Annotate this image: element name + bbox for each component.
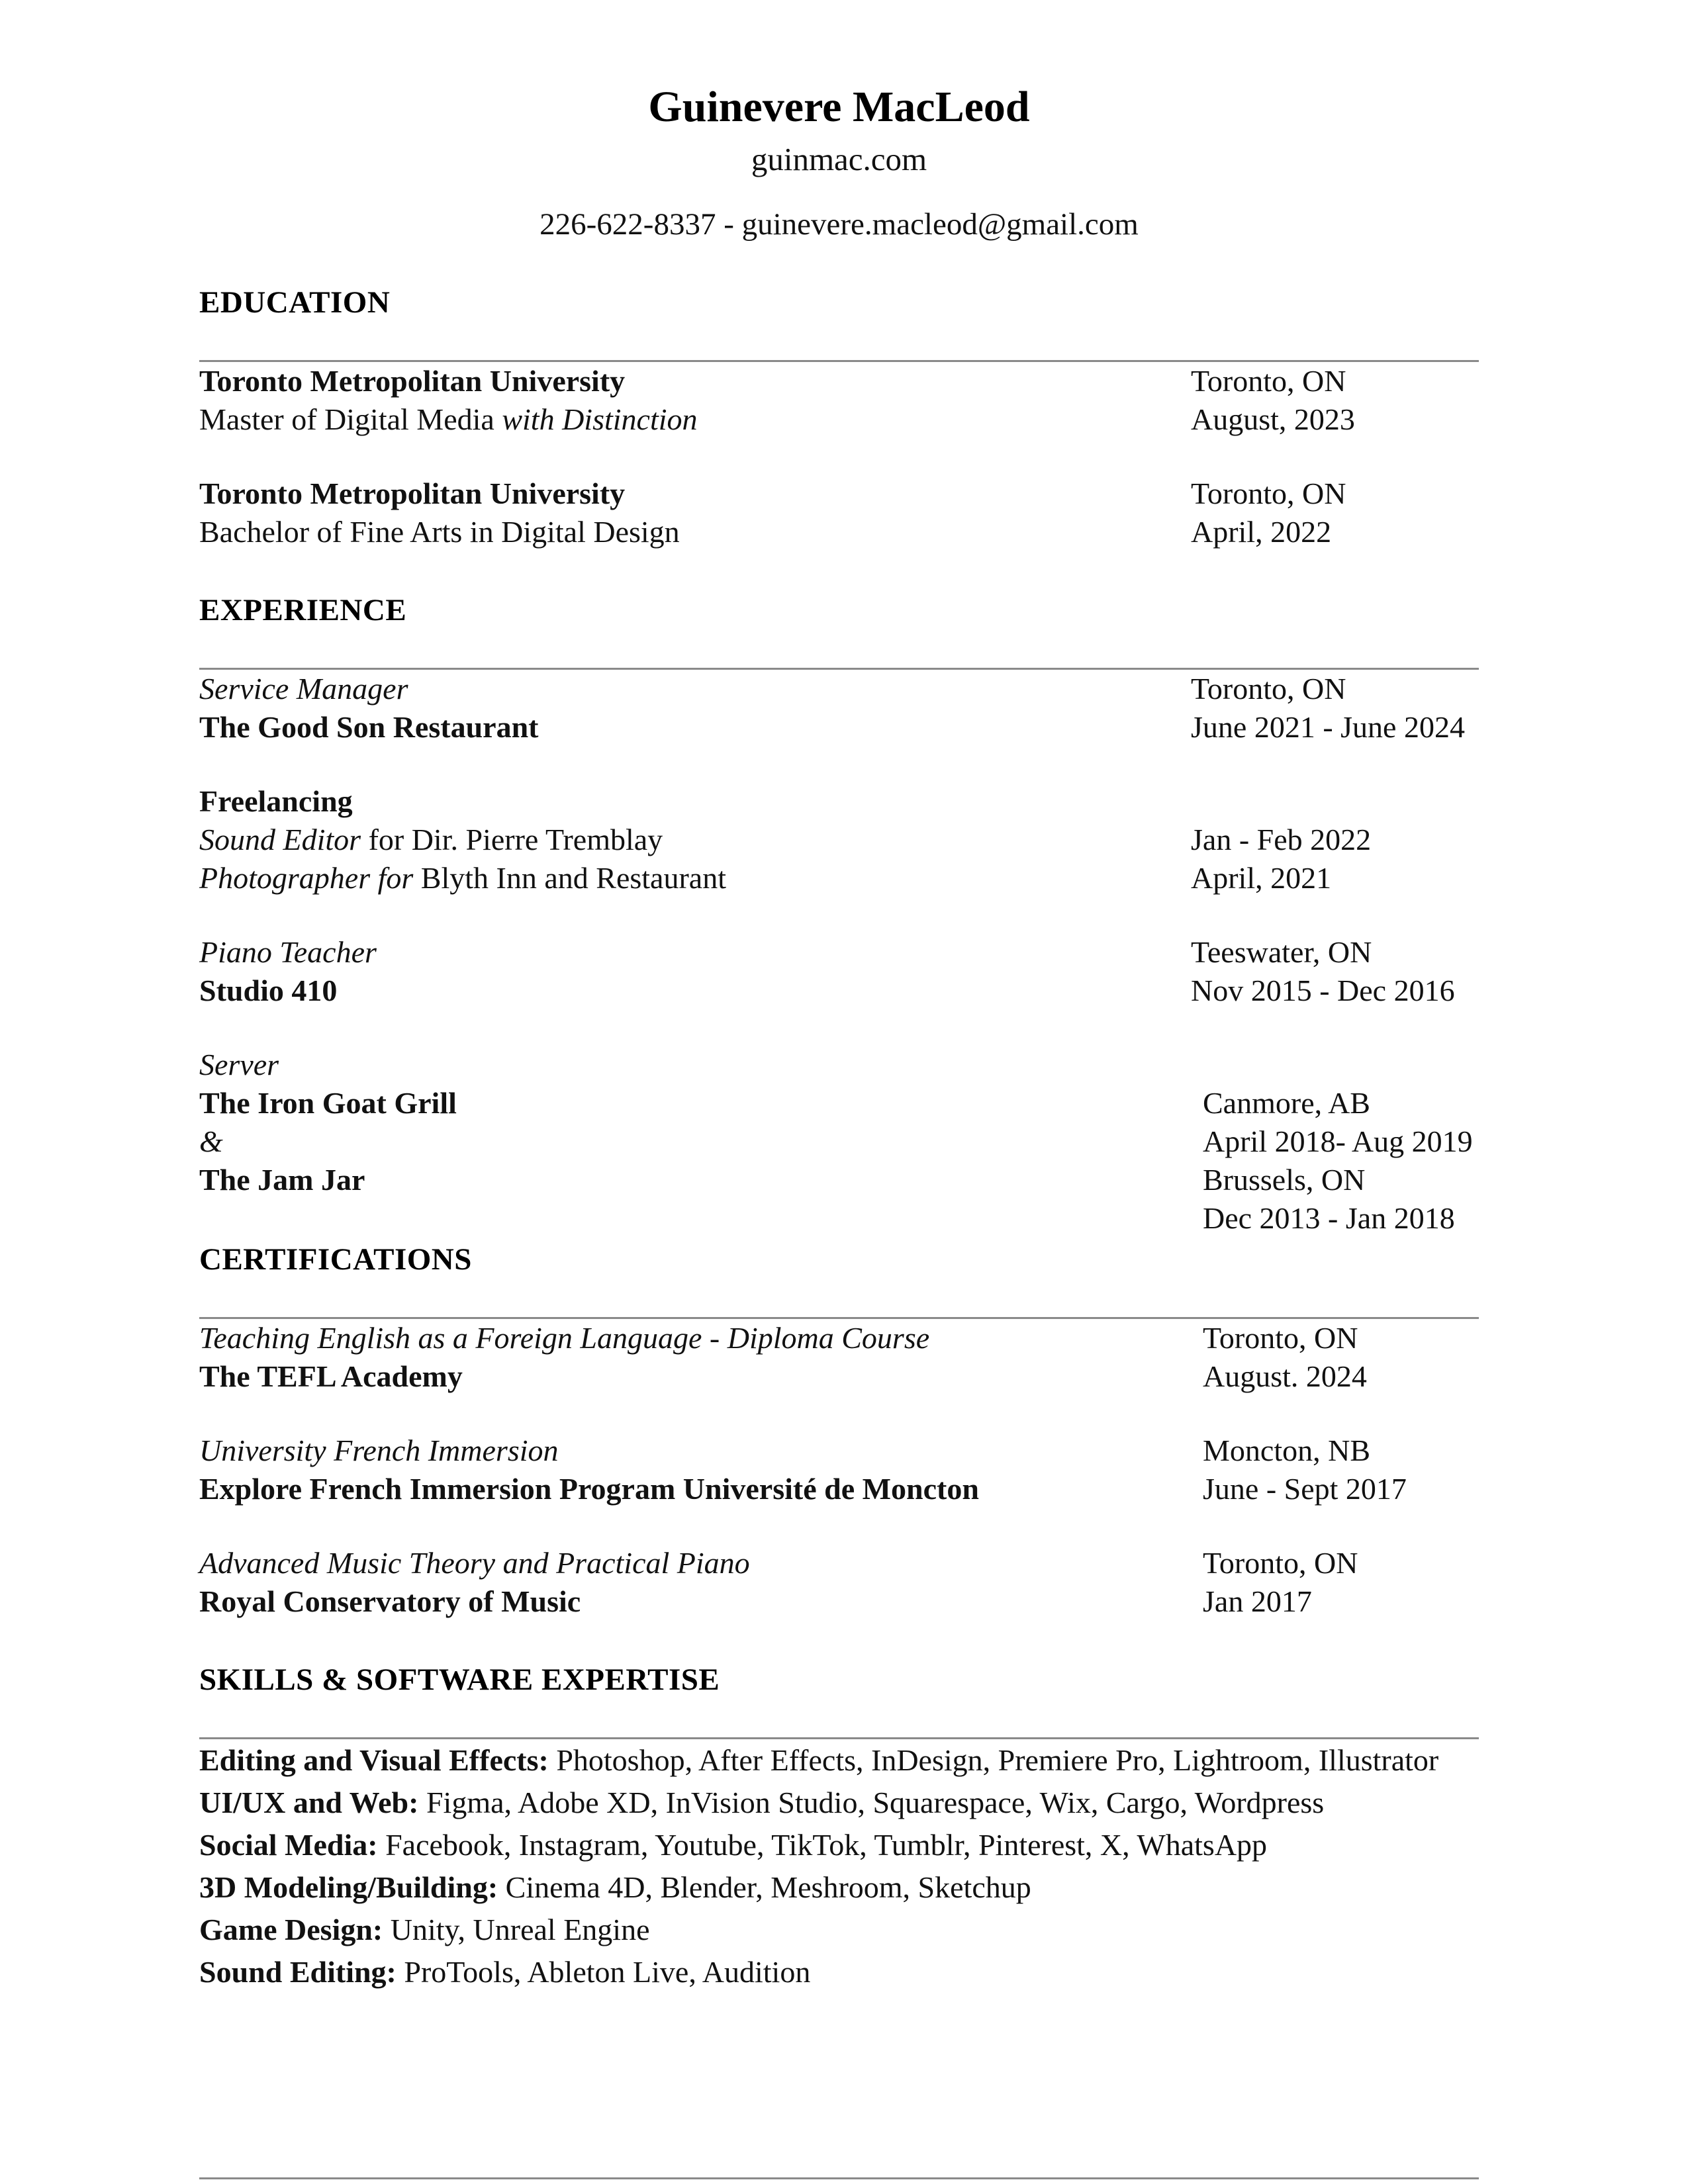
education-entry: [199, 475, 1479, 551]
entry-location: Toronto, ON: [1203, 1321, 1358, 1355]
education-entry: [199, 362, 1479, 439]
entry-row: [199, 1046, 1479, 1084]
entry-row: [199, 1084, 1479, 1122]
entry-dates: Jan - Feb 2022: [1191, 823, 1372, 856]
entry-row: [199, 1122, 1479, 1161]
skill-line: Game Design: Unity, Unreal Engine: [199, 1913, 650, 1946]
entry-row: [199, 1544, 1479, 1582]
entry-dates: Dec 2013 - Jan 2018: [1203, 1201, 1455, 1235]
skill-line: UI/UX and Web: Figma, Adobe XD, InVision Studio, Squarespace, Wix, Cargo, Wordpress: [199, 1786, 1325, 1819]
entry-dates: April, 2021: [1191, 861, 1332, 895]
entry-row: [199, 1357, 1479, 1396]
entry-location: Teeswater, ON: [1191, 935, 1372, 969]
entry-location: Canmore, AB: [1203, 1086, 1370, 1120]
entry-row: [199, 972, 1479, 1010]
skill-line: Sound Editing: ProTools, Ableton Live, Audition: [199, 1955, 811, 1989]
contact-line: 226-622-8337 - guinevere.macleod@gmail.com: [539, 207, 1139, 242]
education-entries: [199, 362, 1479, 551]
section-education: [199, 283, 1479, 551]
job-role: Photographer for Blyth Inn and Restaurant: [199, 861, 726, 895]
entry-date: Jan 2017: [1203, 1584, 1312, 1618]
freelancing-heading: Freelancing: [199, 784, 353, 818]
experience-entry: [199, 670, 1479, 747]
entry-row: [199, 821, 1479, 859]
experience-entry: [199, 782, 1479, 897]
certification-entry: [199, 1544, 1479, 1621]
entry-row: [199, 1161, 1479, 1199]
entry-row: [199, 400, 1479, 439]
resume-header: [199, 79, 1479, 244]
company-name: The Iron Goat Grill: [199, 1086, 457, 1120]
entry-row: [199, 1319, 1479, 1357]
company-name: Studio 410: [199, 974, 338, 1007]
entry-row: [199, 708, 1479, 747]
entry-row: [199, 1199, 1479, 1238]
certification-org: Royal Conservatory of Music: [199, 1584, 581, 1618]
certifications-title: CERTIFICATIONS: [199, 1242, 472, 1277]
entry-row: [199, 1582, 1479, 1621]
entry-row: [199, 782, 1479, 821]
entry-row: [199, 670, 1479, 708]
certification-org: Explore French Immersion Program Université de Moncton: [199, 1472, 979, 1506]
entry-row: [199, 362, 1479, 400]
certification-entry: [199, 1319, 1479, 1396]
entry-row: [199, 859, 1479, 897]
entry-date: August. 2024: [1203, 1359, 1367, 1393]
certification-entry: [199, 1432, 1479, 1508]
skill-line: Social Media: Facebook, Instagram, Youtube, TikTok, Tumblr, Pinterest, X, WhatsApp: [199, 1828, 1268, 1862]
experience-entry: [199, 1046, 1479, 1238]
entry-location: Toronto, ON: [1191, 477, 1346, 510]
certification-org: The TEFL Academy: [199, 1359, 463, 1393]
job-role: Server: [199, 1048, 279, 1081]
degree-name: Bachelor of Fine Arts in Digital Design: [199, 515, 680, 549]
entry-date: April, 2022: [1191, 515, 1332, 549]
skills-title: SKILLS & SOFTWARE EXPERTISE: [199, 1662, 720, 1697]
entry-location: Toronto, ON: [1191, 672, 1346, 705]
entry-location: Toronto, ON: [1203, 1546, 1358, 1580]
experience-title: EXPERIENCE: [199, 593, 407, 627]
job-role: Sound Editor for Dir. Pierre Tremblay: [199, 823, 663, 856]
company-name: The Good Son Restaurant: [199, 710, 539, 744]
certification-course: Advanced Music Theory and Practical Piano: [199, 1546, 750, 1580]
skills-list: [199, 1739, 1479, 1993]
entry-row: [199, 1432, 1479, 1470]
website-text: guinmac.com: [751, 141, 927, 177]
entry-dates: April 2018- Aug 2019: [1203, 1124, 1473, 1158]
person-name: Guinevere MacLeod: [648, 83, 1030, 131]
section-certifications: [199, 1240, 1479, 1621]
entry-location: Moncton, NB: [1203, 1433, 1370, 1467]
entry-date: June - Sept 2017: [1203, 1472, 1407, 1506]
experience-entries: [199, 670, 1479, 1238]
skill-line: Editing and Visual Effects: Photoshop, After Effects, InDesign, Premiere Pro, Lightroom, Illustrator: [199, 1743, 1439, 1777]
certification-course: University French Immersion: [199, 1433, 559, 1467]
job-role: Service Manager: [199, 672, 408, 705]
certification-entries: [199, 1319, 1479, 1621]
job-role: Piano Teacher: [199, 935, 377, 969]
degree-name: Master of Digital Media with Distinction: [199, 402, 698, 436]
education-title: EDUCATION: [199, 285, 391, 320]
entry-row: [199, 475, 1479, 513]
entry-dates: Nov 2015 - Dec 2016: [1191, 974, 1455, 1007]
school-name: Toronto Metropolitan University: [199, 364, 626, 398]
section-experience: [199, 591, 1479, 1238]
certification-course: Teaching English as a Foreign Language - Diploma Course: [199, 1321, 930, 1355]
experience-entry: [199, 933, 1479, 1010]
entry-dates: June 2021 - June 2024: [1191, 710, 1465, 744]
entry-row: [199, 933, 1479, 972]
section-skills: [199, 1661, 1479, 1993]
page-bottom-divider: [199, 2177, 1479, 2179]
entry-row: [199, 1470, 1479, 1508]
company-name: The Jam Jar: [199, 1163, 365, 1197]
skill-line: 3D Modeling/Building: Cinema 4D, Blender, Meshroom, Sketchup: [199, 1870, 1031, 1904]
school-name: Toronto Metropolitan University: [199, 477, 626, 510]
entry-location: Toronto, ON: [1191, 364, 1346, 398]
entry-location: Brussels, ON: [1203, 1163, 1366, 1197]
entry-row: [199, 513, 1479, 551]
ampersand: &: [199, 1124, 223, 1158]
entry-date: August, 2023: [1191, 402, 1355, 436]
